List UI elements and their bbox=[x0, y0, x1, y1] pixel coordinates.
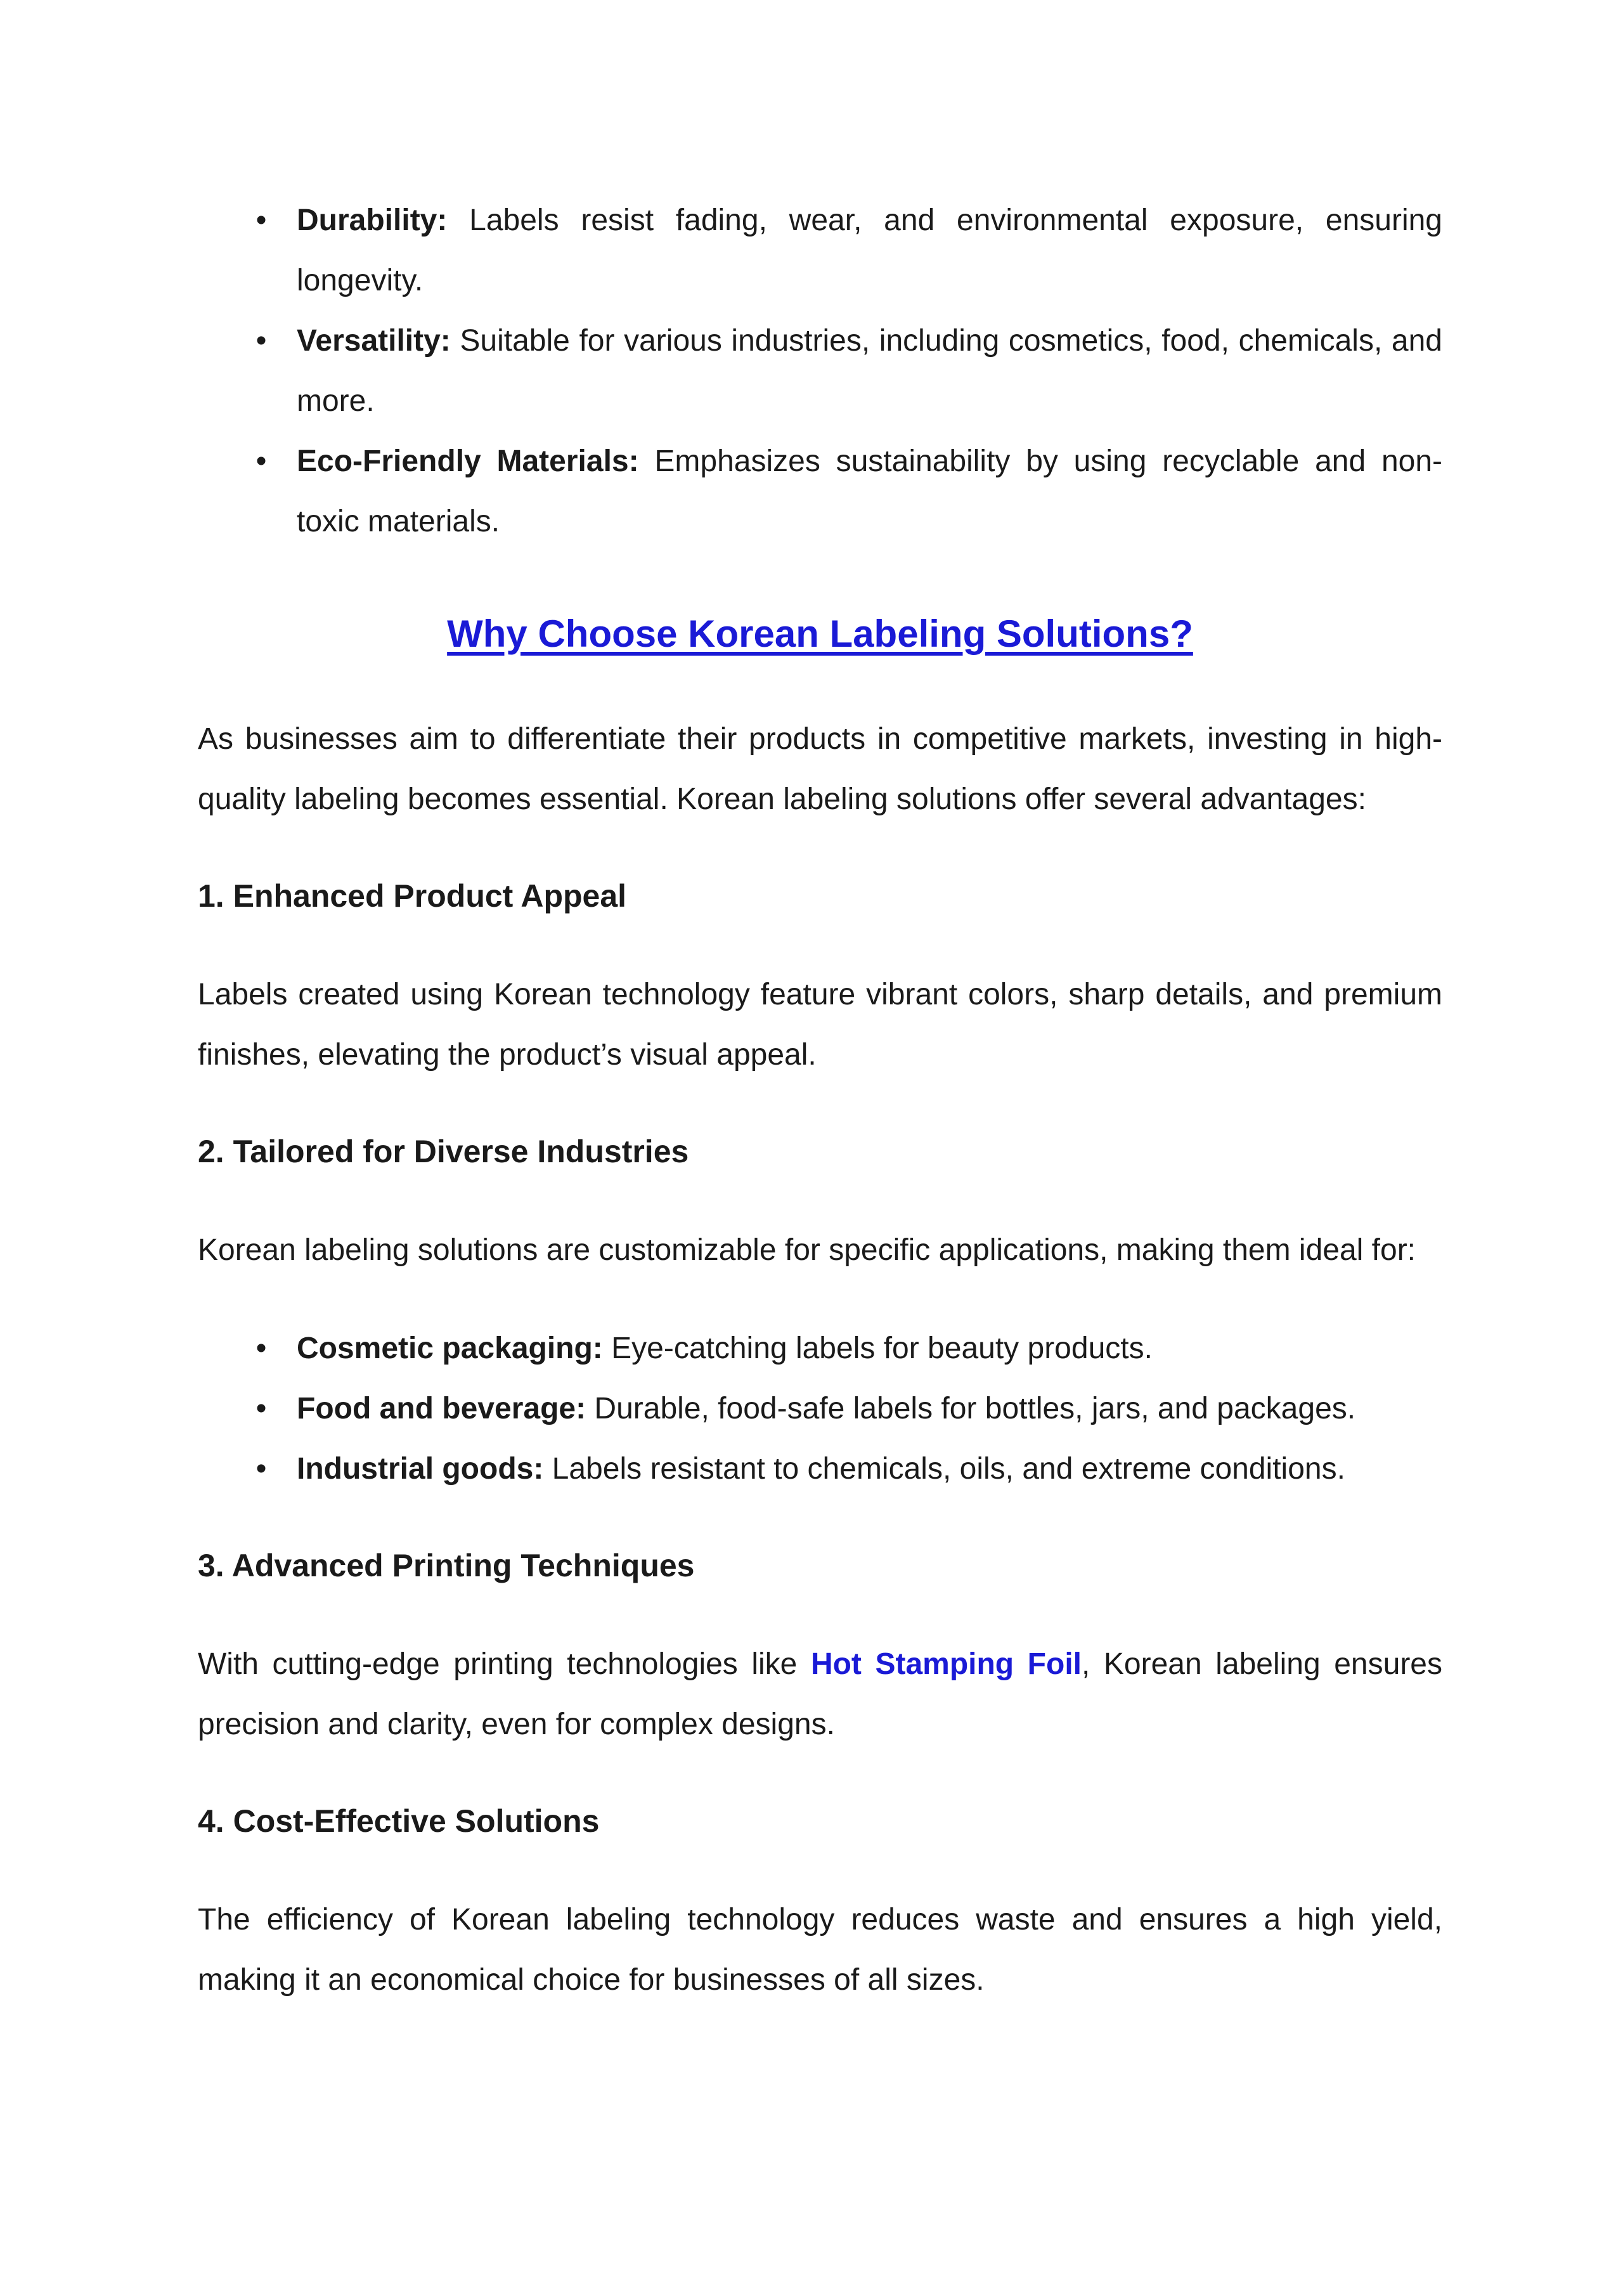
list-item bbox=[198, 311, 1442, 431]
bullet-text: Eye-catching labels for beauty products. bbox=[602, 1332, 1153, 1365]
section-heading: 2. Tailored for Diverse Industries bbox=[198, 1134, 689, 1169]
section-heading: 3. Advanced Printing Techniques bbox=[198, 1548, 695, 1583]
list-item bbox=[198, 1439, 1442, 1499]
section-title-link[interactable]: Why Choose Korean Labeling Solutions? bbox=[447, 613, 1193, 655]
list-item bbox=[198, 190, 1442, 311]
list-item bbox=[198, 431, 1442, 552]
paragraph-text: , Korean labeling ensures precision and clarity, even for complex designs. bbox=[198, 1647, 1443, 1741]
bullet-label: Food and beverage: bbox=[297, 1392, 586, 1425]
bullet-text: Labels resist fading, wear, and environmental exposure, ensuring longevity. bbox=[297, 204, 1442, 297]
section-paragraph: The efficiency of Korean labeling technology reduces waste and ensures a high yield, making it an economical choice for businesses of all sizes. bbox=[198, 1903, 1442, 1997]
section-heading: 1. Enhanced Product Appeal bbox=[198, 878, 627, 914]
list-item bbox=[198, 1378, 1442, 1439]
paragraph-text: With cutting-edge printing technologies like bbox=[198, 1647, 811, 1681]
bullet-text: Emphasizes sustainability by using recyclable and non-toxic materials. bbox=[297, 444, 1443, 538]
bullet-text: Suitable for various industries, including cosmetics, food, chemicals, and more. bbox=[297, 324, 1442, 418]
bullet-label: Eco-Friendly Materials: bbox=[297, 444, 639, 478]
bullet-text: Labels resistant to chemicals, oils, and extreme conditions. bbox=[543, 1452, 1345, 1486]
document-page bbox=[198, 190, 1442, 2010]
bullet-label: Durability: bbox=[297, 204, 448, 237]
section-paragraph: Labels created using Korean technology feature vibrant colors, sharp details, and premium finishes, elevating the product’s visual appeal. bbox=[198, 978, 1442, 1072]
bullet-text: Durable, food-safe labels for bottles, jars, and packages. bbox=[586, 1392, 1356, 1425]
bullet-icon: • bbox=[255, 204, 267, 237]
bullet-label: Versatility: bbox=[297, 324, 451, 358]
bullet-label: Industrial goods: bbox=[297, 1452, 544, 1486]
section-paragraph: Korean labeling solutions are customizable for specific applications, making them ideal for: bbox=[198, 1233, 1416, 1267]
section-paragraph bbox=[198, 1634, 1442, 1754]
feature-bullet-list bbox=[198, 190, 1442, 552]
industry-bullet-list bbox=[198, 1318, 1442, 1499]
list-item bbox=[198, 1318, 1442, 1378]
bullet-icon: • bbox=[255, 1332, 267, 1365]
intro-paragraph: As businesses aim to differentiate their products in competitive markets, investing in high-quality labeling becomes essential. Korean labeling solutions offer several advantages: bbox=[198, 722, 1442, 816]
bullet-label: Cosmetic packaging: bbox=[297, 1332, 603, 1365]
bullet-icon: • bbox=[255, 324, 267, 358]
bullet-icon: • bbox=[255, 1392, 267, 1425]
hot-stamping-foil-link[interactable]: Hot Stamping Foil bbox=[810, 1647, 1082, 1681]
bullet-icon: • bbox=[255, 1452, 267, 1486]
section-heading: 4. Cost-Effective Solutions bbox=[198, 1803, 600, 1839]
bullet-icon: • bbox=[255, 444, 267, 478]
